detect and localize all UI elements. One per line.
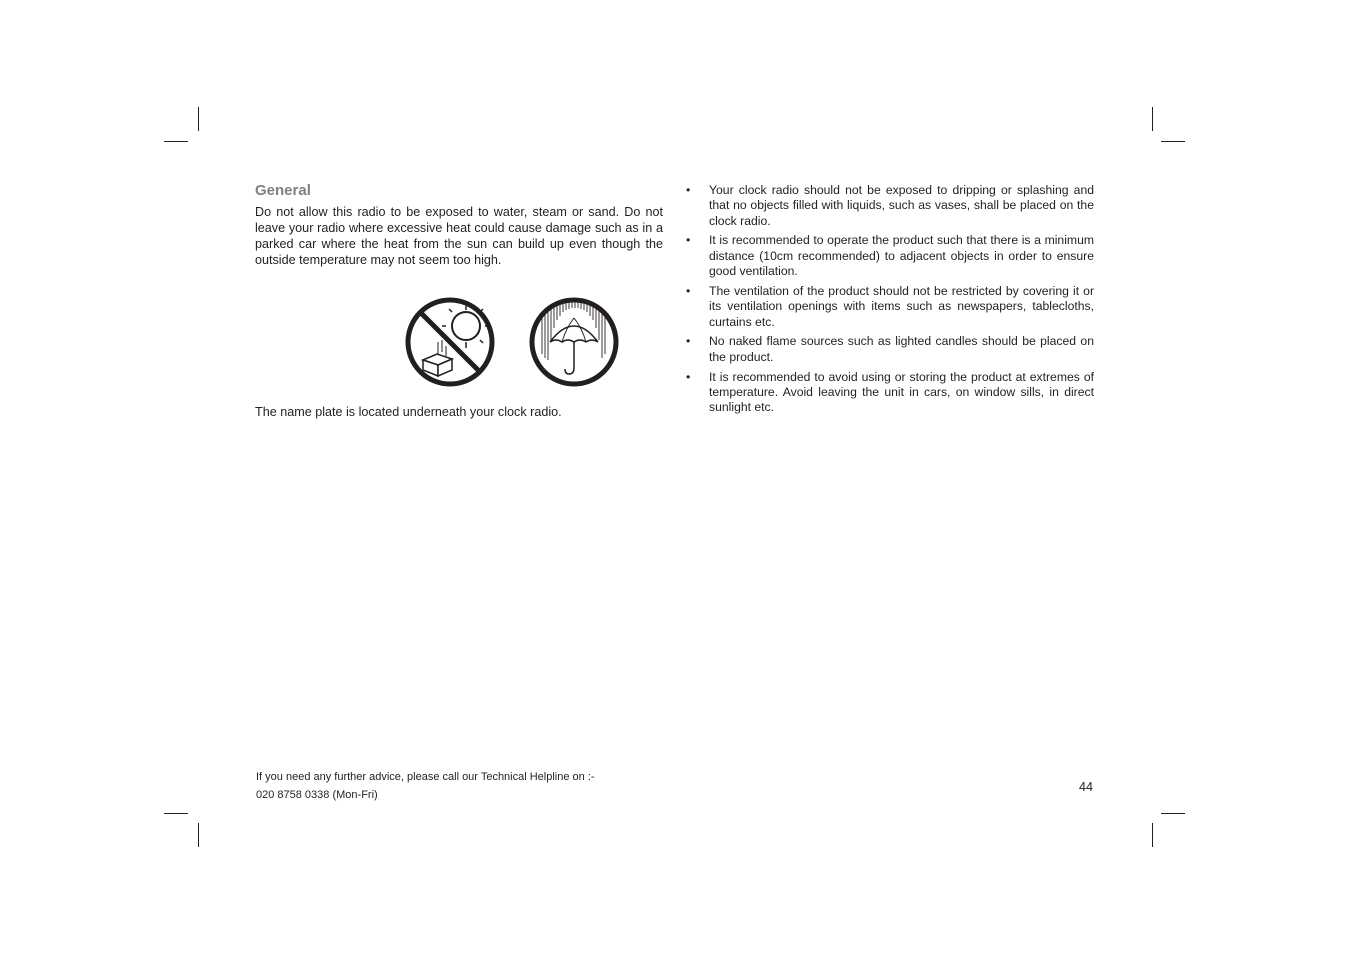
bullet-marker: • (686, 334, 691, 349)
helpline-phone: 020 8758 0338 (Mon-Fri) (256, 789, 378, 801)
warning-icons (404, 296, 618, 388)
list-item-text: Your clock radio should not be exposed to dripping or splashing and that no objects filled with liquids, such as vases, shall be placed on the clock radio. (709, 183, 1094, 228)
crop-mark-bottom-right-vertical (1152, 823, 1153, 847)
bullet-marker: • (686, 233, 691, 248)
crop-mark-top-right-horizontal (1161, 141, 1185, 142)
page-number: 44 (1079, 780, 1094, 794)
bullet-marker: • (686, 369, 691, 384)
helpline-footer (256, 768, 595, 804)
intro-paragraph: Do not allow this radio to be exposed to water, steam or sand. Do not leave your radio where excessive heat could cause damage such as in a parked car where the heat from the sun can build up even though the outside temperature may not seem too high. (255, 205, 663, 267)
umbrella-rain-icon (528, 296, 620, 388)
crop-mark-bottom-left-vertical (198, 823, 199, 847)
crop-mark-top-right-vertical (1152, 107, 1153, 131)
list-item (686, 334, 1094, 365)
crop-mark-top-left-vertical (198, 107, 199, 131)
bullet-marker: • (686, 283, 691, 298)
list-item (686, 233, 1094, 279)
helpline-text: If you need any further advice, please call our Technical Helpline on :- (256, 771, 595, 783)
list-item (686, 183, 1094, 229)
section-heading: General (255, 182, 311, 199)
list-item-text: It is recommended to operate the product such that there is a minimum distance (10cm recommended) to adjacent objects in order to ensure good ventilation. (709, 233, 1094, 279)
name-plate-note: The name plate is located underneath your clock radio. (255, 405, 562, 419)
list-item-text: It is recommended to avoid using or storing the product at extremes of temperature. Avoid leaving the unit in cars, on window sills, in direct sunlight etc. (709, 369, 1094, 415)
crop-mark-bottom-right-horizontal (1161, 813, 1185, 814)
crop-mark-top-left-horizontal (164, 141, 188, 142)
list-item (686, 284, 1094, 330)
bullet-marker: • (686, 183, 691, 197)
safety-bullet-list (686, 183, 1094, 420)
list-item-text: The ventilation of the product should not be restricted by covering it or its ventilation openings with items such as newspapers, tablecloths, curtains etc. (709, 283, 1094, 329)
list-item-text: No naked flame sources such as lighted candles should be placed on the product. (709, 334, 1094, 364)
list-item (686, 370, 1094, 416)
no-sun-exposure-icon (404, 296, 496, 388)
crop-mark-bottom-left-horizontal (164, 813, 188, 814)
